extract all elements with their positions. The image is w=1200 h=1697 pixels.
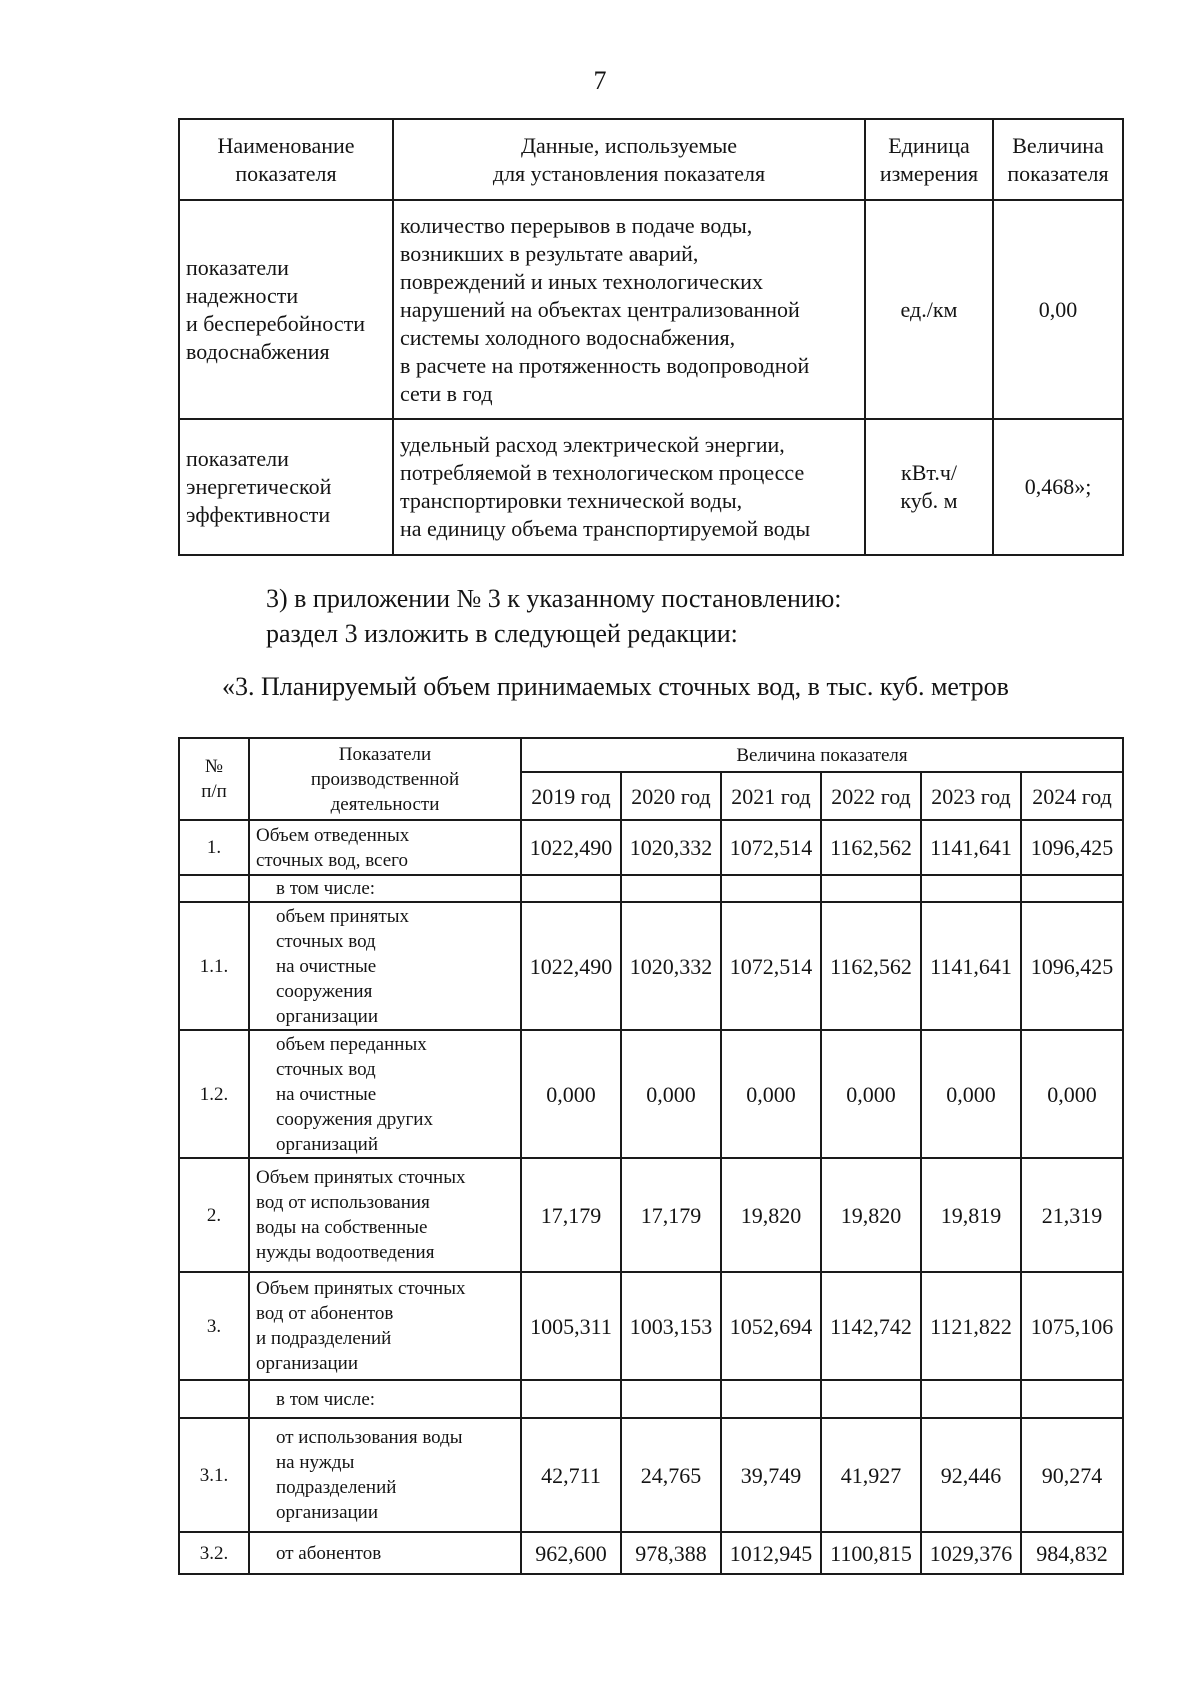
paragraph-line-1: 3) в приложении № 3 к указанному постановлению:: [266, 584, 842, 613]
year-value-cell: 17,179: [521, 1158, 621, 1272]
table-row: [179, 820, 1123, 875]
year-value-cell: 1022,490: [521, 902, 621, 1030]
table-row: [179, 1158, 1123, 1272]
year-value-cell: 1003,153: [621, 1272, 721, 1380]
table-row: [179, 419, 1123, 555]
year-value-cell: 1141,641: [921, 820, 1021, 875]
year-value-cell: [821, 875, 921, 902]
year-value-cell: 1096,425: [1021, 902, 1123, 1030]
year-value-cell: 19,820: [821, 1158, 921, 1272]
indicator-unit: кВт.ч/ куб. м: [865, 419, 993, 555]
year-value-cell: [521, 1380, 621, 1418]
year-value-cell: 1020,332: [621, 902, 721, 1030]
header-value-group: Величина показателя: [521, 738, 1123, 772]
year-value-cell: [1021, 1380, 1123, 1418]
section-title: «3. Планируемый объем принимаемых сточных вод, в тыс. куб. метров: [222, 672, 1009, 701]
indicator-data: количество перерывов в подаче воды, возникших в результате аварий, повреждений и иных технологических нарушений на объектах централизованной системы холодного водоснабжения, в расчете на протяженность водопроводной сети в год: [393, 200, 865, 419]
year-value-cell: 1005,311: [521, 1272, 621, 1380]
year-value-cell: [921, 1380, 1021, 1418]
year-value-cell: 1020,332: [621, 820, 721, 875]
table-header-row: [179, 738, 1123, 772]
row-indicator: объем переданных сточных вод на очистные сооружения других организаций: [249, 1030, 521, 1158]
table-row: [179, 1272, 1123, 1380]
year-value-cell: [921, 875, 1021, 902]
year-value-cell: 1072,514: [721, 902, 821, 1030]
header-value: Величина показателя: [993, 119, 1123, 200]
year-value-cell: 0,000: [921, 1030, 1021, 1158]
row-number: [179, 1380, 249, 1418]
year-value-cell: 1100,815: [821, 1532, 921, 1574]
year-value-cell: 21,319: [1021, 1158, 1123, 1272]
year-value-cell: 0,000: [821, 1030, 921, 1158]
header-indicator: Показатели производственной деятельности: [249, 738, 521, 820]
year-value-cell: 0,000: [721, 1030, 821, 1158]
year-value-cell: [721, 1380, 821, 1418]
header-year: 2023 год: [921, 772, 1021, 820]
year-value-cell: 0,000: [1021, 1030, 1123, 1158]
indicator-unit: ед./км: [865, 200, 993, 419]
header-indicator-name: Наименование показателя: [179, 119, 393, 200]
table-row: [179, 1418, 1123, 1532]
row-number: 3.2.: [179, 1532, 249, 1574]
row-number: 1.2.: [179, 1030, 249, 1158]
indicator-name: показатели надежности и бесперебойности водоснабжения: [179, 200, 393, 419]
year-value-cell: 0,000: [521, 1030, 621, 1158]
row-indicator: от абонентов: [249, 1532, 521, 1574]
year-value-cell: 39,749: [721, 1418, 821, 1532]
row-indicator: объем принятых сточных вод на очистные сооружения организации: [249, 902, 521, 1030]
year-value-cell: 1052,694: [721, 1272, 821, 1380]
row-indicator: в том числе:: [249, 875, 521, 902]
year-value-cell: [621, 1380, 721, 1418]
year-value-cell: 1142,742: [821, 1272, 921, 1380]
table-row: [179, 200, 1123, 419]
row-indicator: в том числе:: [249, 1380, 521, 1418]
year-value-cell: 1096,425: [1021, 820, 1123, 875]
indicator-data: удельный расход электрической энергии, потребляемой в технологическом процессе транспортировки технической воды, на единицу объема транспортируемой воды: [393, 419, 865, 555]
year-value-cell: 1012,945: [721, 1532, 821, 1574]
table-row: [179, 875, 1123, 902]
header-row-number: № п/п: [179, 738, 249, 820]
table-row: [179, 902, 1123, 1030]
year-value-cell: 42,711: [521, 1418, 621, 1532]
year-value-cell: [721, 875, 821, 902]
year-value-cell: 1162,562: [821, 902, 921, 1030]
indicators-table: [178, 118, 1124, 556]
header-year: 2022 год: [821, 772, 921, 820]
row-number: 2.: [179, 1158, 249, 1272]
year-value-cell: 1162,562: [821, 820, 921, 875]
year-value-cell: 978,388: [621, 1532, 721, 1574]
row-number: 1.1.: [179, 902, 249, 1030]
indicator-value: 0,468»;: [993, 419, 1123, 555]
header-year: 2024 год: [1021, 772, 1123, 820]
year-value-cell: 1022,490: [521, 820, 621, 875]
table-row: [179, 1380, 1123, 1418]
header-unit: Единица измерения: [865, 119, 993, 200]
header-year: 2019 год: [521, 772, 621, 820]
table-row: [179, 1532, 1123, 1574]
year-value-cell: 1072,514: [721, 820, 821, 875]
paragraph-line-2: раздел 3 изложить в следующей редакции:: [266, 619, 738, 648]
year-value-cell: 92,446: [921, 1418, 1021, 1532]
indicator-name: показатели энергетической эффективности: [179, 419, 393, 555]
year-value-cell: 984,832: [1021, 1532, 1123, 1574]
year-value-cell: [1021, 875, 1123, 902]
row-number: 3.1.: [179, 1418, 249, 1532]
year-value-cell: [621, 875, 721, 902]
year-value-cell: [521, 875, 621, 902]
year-value-cell: 19,820: [721, 1158, 821, 1272]
row-indicator: Объем отведенных сточных вод, всего: [249, 820, 521, 875]
row-indicator: Объем принятых сточных вод от абонентов и подразделений организации: [249, 1272, 521, 1380]
year-value-cell: 17,179: [621, 1158, 721, 1272]
year-value-cell: 19,819: [921, 1158, 1021, 1272]
table-row: [179, 1030, 1123, 1158]
year-value-cell: 1029,376: [921, 1532, 1021, 1574]
year-value-cell: 24,765: [621, 1418, 721, 1532]
row-indicator: Объем принятых сточных вод от использования воды на собственные нужды водоотведения: [249, 1158, 521, 1272]
row-indicator: от использования воды на нужды подразделений организации: [249, 1418, 521, 1532]
header-year: 2020 год: [621, 772, 721, 820]
year-value-cell: 90,274: [1021, 1418, 1123, 1532]
row-number: 3.: [179, 1272, 249, 1380]
indicator-value: 0,00: [993, 200, 1123, 419]
table-header-row: [179, 119, 1123, 200]
year-value-cell: 1121,822: [921, 1272, 1021, 1380]
year-value-cell: 1075,106: [1021, 1272, 1123, 1380]
page-number: 7: [593, 66, 607, 95]
header-year: 2021 год: [721, 772, 821, 820]
row-number: [179, 875, 249, 902]
year-value-cell: 962,600: [521, 1532, 621, 1574]
year-value-cell: 0,000: [621, 1030, 721, 1158]
header-data-used: Данные, используемые для установления показателя: [393, 119, 865, 200]
year-value-cell: 41,927: [821, 1418, 921, 1532]
row-number: 1.: [179, 820, 249, 875]
year-value-cell: [821, 1380, 921, 1418]
wastewater-volume-table: [178, 737, 1124, 1575]
year-value-cell: 1141,641: [921, 902, 1021, 1030]
